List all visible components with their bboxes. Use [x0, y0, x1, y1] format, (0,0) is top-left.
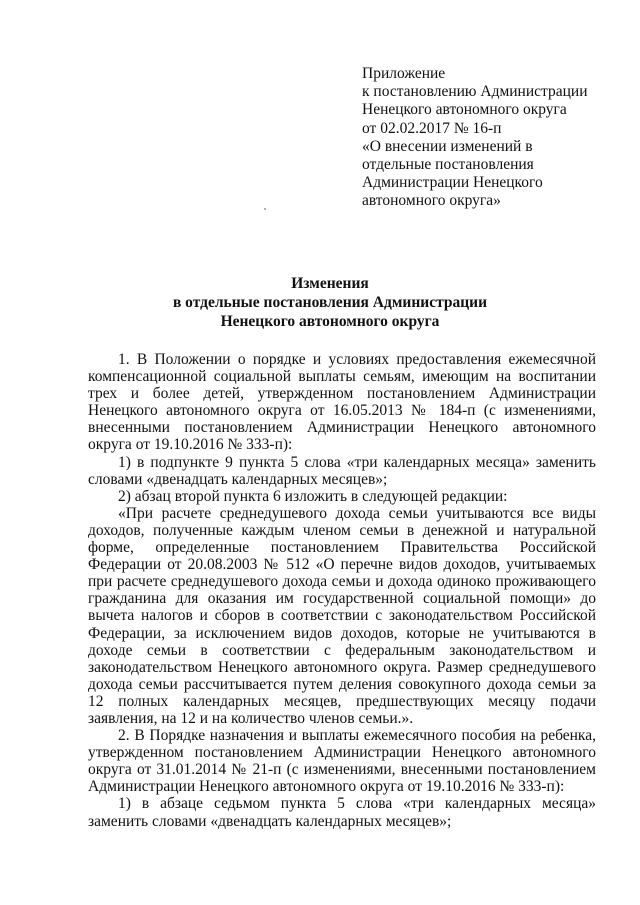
body-paragraph: 2. В Порядке назначения и выплаты ежемесячного пособия на ребенка, утвержденном постановлением Администрации Ненецкого автономного округа от 31.01.2014 № 21-п (с изменениями, внесенными постановлением Администрации Ненецкого автономного округа от 19.10.2016 № 333-п):	[88, 727, 596, 796]
document-title	[60, 274, 600, 331]
title-line: в отдельные постановления Администрации	[172, 294, 488, 311]
appendix-header	[362, 65, 612, 211]
title-line: Ненецкого автономного округа	[220, 313, 440, 330]
body-paragraph: 1) в абзаце седьмом пункта 5 слова «три календарных месяца» заменить словами «двенадцать календарных месяцев»;	[88, 795, 596, 830]
document-body	[88, 351, 596, 830]
body-paragraph: 1. В Положении о порядке и условиях предоставления ежемесячной компенсационной социальной выплаты семьям, имеющим на воспитании трех и более детей, утвержденном постановлением Администрации Ненецкого автономного округа от 16.05.2013 № 184-п (с изменениями, внесенными постановлением Администрации Ненецкого автономного округа от 19.10.2016 № 333-п):	[88, 351, 596, 454]
scan-speck	[264, 208, 266, 210]
body-paragraph: «При расчете среднедушевого дохода семьи учитываются все виды доходов, полученные каждым членом семьи в денежной и натуральной форме, определенные постановлением Правительства Российской Федерации от 20.08.2003 № 512 «О перечне видов доходов, учитываемых при расчете среднедушевого дохода семьи и дохода одиноко проживающего гражданина для оказания им государственной социальной помощи» до вычета налогов и сборов в соответствии с законодательством Российской Федерации, за исключением видов доходов, которые не учитываются в доходе семьи в соответствии с федеральным законодательством и законодательством Ненецкого автономного округа. Размер среднедушевого дохода семьи рассчитывается путем деления совокупного дохода семьи за 12 полных календарных месяцев, предшествующих месяцу подачи заявления, на 12 и на количество членов семьи.».	[88, 504, 596, 727]
appendix-line: Приложение	[362, 65, 446, 82]
appendix-line: Администрации Ненецкого	[362, 174, 543, 192]
body-paragraph: 2) абзац второй пункта 6 изложить в следующей редакции:	[118, 487, 508, 505]
appendix-line: к постановлению Администрации	[362, 83, 588, 101]
appendix-line: от 02.02.2017 № 16-п	[362, 119, 502, 137]
appendix-line: отдельные постановления	[362, 156, 534, 174]
appendix-line: Ненецкого автономного округа	[362, 101, 567, 119]
title-line: Изменения	[291, 275, 369, 292]
body-paragraph: 1) в подпункте 9 пункта 5 слова «три календарных месяца» заменить словами «двенадцать календарных месяцев»;	[88, 453, 596, 488]
appendix-line: «О внесении изменений в	[362, 137, 533, 155]
appendix-line: автономного округа»	[362, 192, 501, 210]
